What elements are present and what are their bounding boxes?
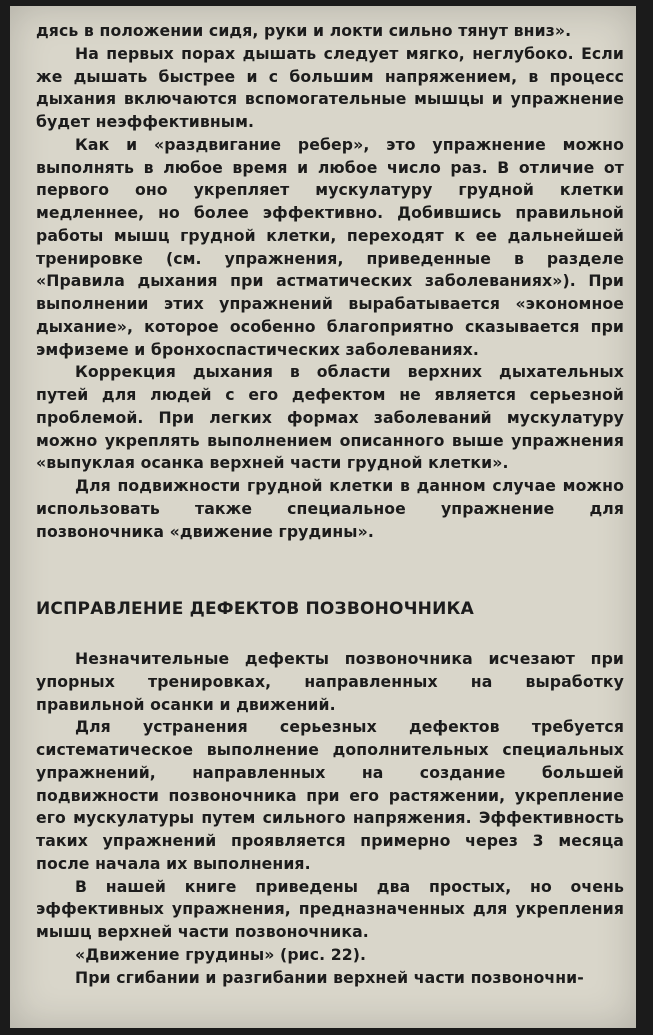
paragraph: При сгибании и разгибании верхней части позвоночни- xyxy=(75,967,584,987)
paragraph: дясь в положении сидя, руки и локти сильно тянут вниз». xyxy=(36,21,572,40)
exercise-title: «Движение грудины» xyxy=(75,944,275,964)
paragraph: В нашей книге приведены два простых, но очень эффективных упражнения, предназначенных для укрепления мышц верхней части позвоночника. xyxy=(36,876,624,941)
book-page xyxy=(10,6,636,1028)
spacer xyxy=(36,543,624,598)
paragraph: Коррекция дыхания в области верхних дыхательных путей для людей с его дефектом не является серьезной проблемой. При легких формах заболеваний мускулатуру можно укреплять выполнением описанного выше упражнения «выпуклая осанка верхней части грудной клетки». xyxy=(36,362,624,473)
figure-reference: (рис. 22). xyxy=(280,944,367,964)
paragraph: Для подвижности грудной клетки в данном случае можно использовать также специальное упражнение для позвоночника «движение грудины». xyxy=(36,476,624,541)
spacer xyxy=(36,621,624,648)
section-heading: ИСПРАВЛЕНИЕ ДЕФЕКТОВ ПОЗВОНОЧНИКА xyxy=(36,599,474,620)
paragraph: На первых порах дышать следует мягко, неглубоко. Если же дышать быстрее и с большим напряжением, в процесс дыхания включаются вспомогательные мышцы и упражнение будет неэффективным. xyxy=(36,43,624,131)
paragraph: Как и «раздвигание ребер», это упражнение можно выполнять в любое время и любое число раз. В отличие от первого оно укрепляет мускулатуру грудной клетки медленнее, но более эффективно. Добившись правильной работы мышц грудной клетки, переходят к ее дальнейшей тренировке (см. упражнения, приведенные в разделе «Правила дыхания при астматических заболеваниях»). При выполнении этих упражнений вырабатывается «экономное дыхание», которое особенно благоприятно сказывается при эмфиземе и бронхоспастических заболеваниях. xyxy=(36,134,624,359)
paragraph: Незначительные дефекты позвоночника исчезают при упорных тренировках, направленных на выработку правильной осанки и движений. xyxy=(36,649,624,714)
paragraph: Для устранения серьезных дефектов требуется систематическое выполнение дополнительных специальных упражнений, направленных на создание большей подвижности позвоночника при его растяжении, укрепление его мускулатуры путем сильного напряжения. Эффективность таких упражнений проявляется примерно через 3 месяца после начала их выполнения. xyxy=(36,717,624,873)
exercise-heading xyxy=(36,944,624,967)
page-body xyxy=(36,20,624,989)
